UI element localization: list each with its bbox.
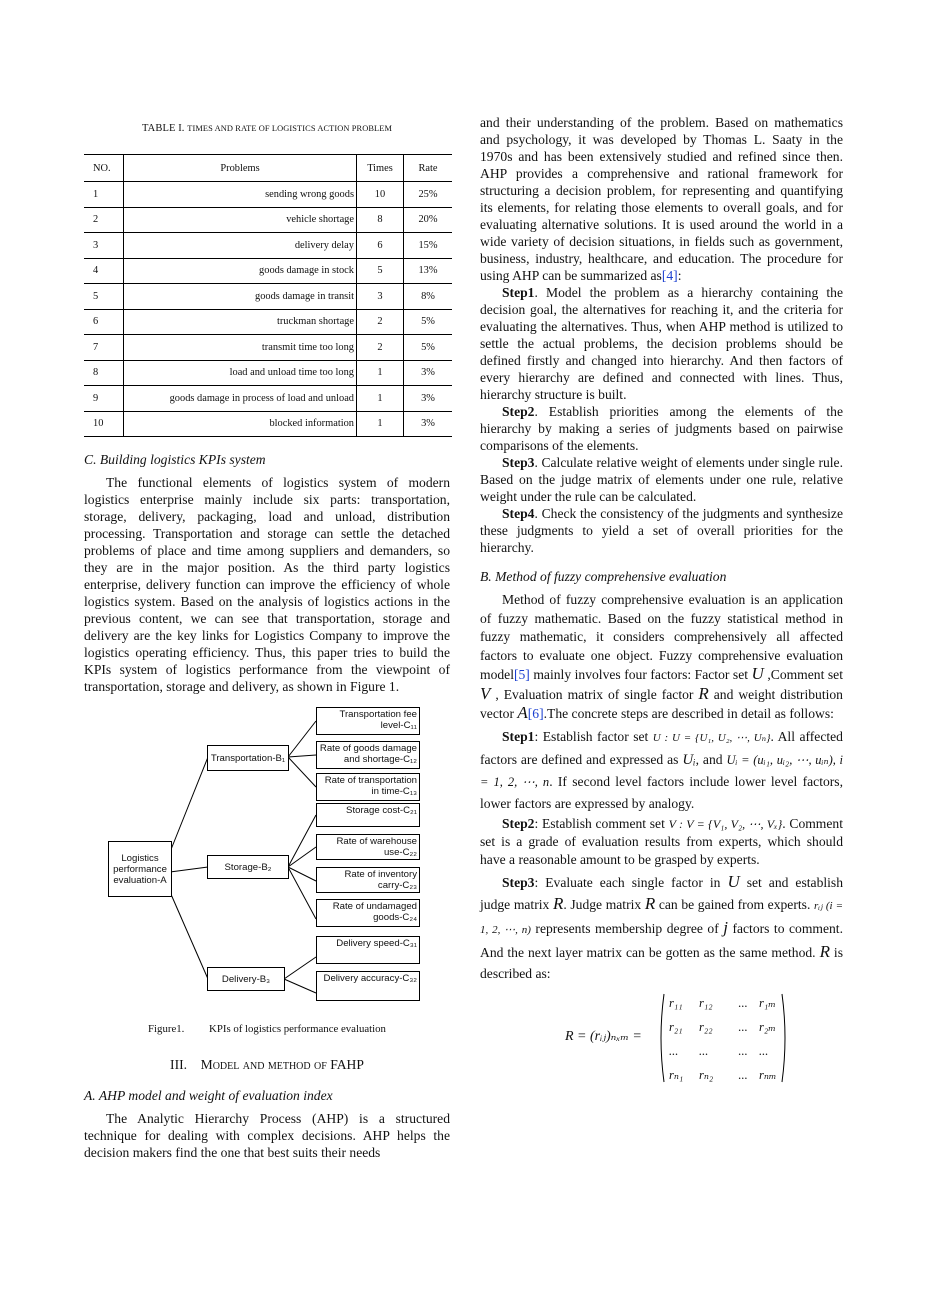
table-row [84,335,452,361]
fstep1-text-c: , and [695,751,727,767]
node-c32: Delivery accuracy-C₃₂ [316,971,420,1001]
symbol-j: j [723,917,728,937]
fstep1-text-a: : Establish factor set [534,728,653,744]
table-row [84,284,452,310]
node-delivery: Delivery-B₃ [207,967,285,991]
matrix-cell: rₙ₁ [669,1068,684,1082]
node-c22: Rate of warehouse use-C₂₂ [316,834,420,860]
judge-matrix [480,990,843,1090]
header-problems: Problems [124,155,357,182]
node-c11: Transportation fee level-C₁₁ [316,707,420,735]
section-c-title: C. Building logistics KPIs system [84,452,266,467]
symbol-V: V [480,683,491,703]
table-row [84,411,452,437]
cell-times: 5 [357,258,404,284]
fstep1-text-b: . All affected factors are defined and expressed as [480,728,843,767]
symbol-R: R [819,941,830,961]
step1-label: Step1 [502,285,535,300]
table-caption-prefix: TABLE I. [141,123,185,134]
table-row [84,207,452,233]
cell-rate: 25% [404,182,453,208]
fstep1-label: Step1 [502,728,535,744]
left-column [84,114,450,1161]
cell-times: 1 [357,411,404,437]
node-c21: Storage cost-C₂₁ [316,803,420,827]
matrix-cell: ... [738,996,748,1010]
fstep1-text-d: . If second level factors include lower level factors, lower factors are expressed by analogy. [480,773,843,811]
fuzzy-step3 [480,871,843,984]
fstep2-text-a: : Establish comment set [534,815,669,831]
b-text-2: mainly involves four factors: Factor set [529,667,752,682]
b-text-3: ,Comment set [763,667,843,682]
step3-text: . Calculate relative weight of elements under single rule. Based on the judge matrix of elements under one rule, relative weight under the rule can be calculated. [480,455,843,504]
fstep3-text-a: : Evaluate each single factor in [534,874,728,890]
header-rate: Rate [404,155,453,182]
matrix-cell: ... [738,1044,748,1058]
node-c13: Rate of transportation in time-C₁₃ [316,773,420,801]
b-text-1: Method of fuzzy comprehensive evaluation is an application of fuzzy mathematic. Based on the fuzzy statistical method in fuzzy mathematic, it considers comprehensively all affected factors to evaluate one object. Fuzzy comprehensive evaluation model [480,592,843,682]
cell-problem: goods damage in transit [124,284,357,310]
cell-times: 1 [357,386,404,412]
node-c23: Rate of inventory carry-C₂₃ [316,867,420,893]
fstep3-text-f: factors to comment. And the next layer matrix can be gotten as the same method. [480,920,843,960]
expr-ui: Uᵢ = (uᵢ₁, uᵢ₂, ⋯, uᵢₙ), i = 1, 2, ⋯, n [480,752,843,789]
paragraph-ahp-continued: and their understanding of the problem. Based on mathematics and psychology, it was developed by Thomas L. Saaty in the 1970s and has been extensively studied and refined since then. AHP provides a comprehensive and rational framework for structuring a decision problem, for representing and quantifying its elements, for relating those elements to overall goals, and for evaluating alternative solutions. It is used around the world in a wide variety of decision situations, in fields such as government, business, industry, healthcare, and education. The procedure for using AHP can be summarized as[4]: [480,115,843,283]
ahp-step4 [480,505,843,556]
matrix-row [668,1016,788,1040]
matrix-cell: ... [669,1044,679,1058]
cell-times: 2 [357,309,404,335]
cell-no: 5 [84,284,124,310]
node-transportation: Transportation-B₁ [207,745,289,771]
matrix-cell: rₙ₂ [699,1068,714,1082]
cell-problem: sending wrong goods [124,182,357,208]
fstep3-text-c: . Judge matrix [563,896,645,912]
figure-caption [84,1021,450,1038]
cell-rate: 3% [404,386,453,412]
cell-no: 10 [84,411,124,437]
matrix-cell: ... [759,1044,769,1058]
header-times: Times [357,155,404,182]
citation-6[interactable]: [6] [527,706,544,721]
right-column [480,114,843,1090]
cell-times: 8 [357,207,404,233]
step3-label: Step3 [502,455,535,470]
section-b-title: B. Method of fuzzy comprehensive evaluation [480,569,727,584]
b-text-6: .The concrete steps are described in detail as follows: [543,706,834,721]
cell-times: 2 [357,335,404,361]
symbol-U: U [727,871,740,891]
matrix-cell: r₁₁ [669,996,683,1010]
cell-no: 7 [84,335,124,361]
cell-rate: 13% [404,258,453,284]
paragraph-c: The functional elements of logistics system of modern logistics enterprise mainly include six parts: transportation, storage, delivery, packaging, load and unload, distribution processing. Transportation and storage can settle the detached problems of place and time among suppliers and demanders, so they are in the major position. As the third party logistics enterprise, delivery function can improve the efficiency of whole logistics system. Based on the analysis of logistics actions in the previous content, we can see that transportation, storage and delivery are the key links for Logistics Company to improve the logistics operating efficiency. Thus, this paper tries to build the KPIs system of logistics performance from the viewpoint of transportation, storage and delivery, as shown in Figure 1. [84,475,450,694]
matrix-body [668,992,788,1088]
cell-problem: transmit time too long [124,335,357,361]
table-row [84,182,452,208]
node-c12: Rate of goods damage and shortage-C₁₂ [316,741,420,769]
cell-problem: delivery delay [124,233,357,259]
expr-comment-set: V : V = {V₁, V₂, ⋯, Vₓ} [668,816,783,831]
b-text-5: and weight distribution vector [480,686,843,721]
cell-no: 3 [84,233,124,259]
cell-rate: 15% [404,233,453,259]
cell-no: 1 [84,182,124,208]
cell-no: 8 [84,360,124,386]
cell-times: 10 [357,182,404,208]
expr-rij: rᵢⱼ (i = 1, 2, ⋯, n) [480,899,843,936]
section-iii-title [84,1056,450,1073]
fstep3-text-e: represents membership degree of [530,920,724,936]
matrix-cell: r₁ₘ [759,996,776,1010]
cell-problem: load and unload time too long [124,360,357,386]
fstep2-label: Step2 [502,815,535,831]
cell-no: 2 [84,207,124,233]
cell-problem: truckman shortage [124,309,357,335]
fstep3-text-d: can be gained from experts. [655,896,814,912]
matrix-row [668,992,788,1016]
table-row [84,233,452,259]
matrix-cell: ... [699,1044,709,1058]
problem-table [84,154,452,437]
fstep3-text-g: is described as: [480,944,844,981]
ahp-step2 [480,403,843,454]
b-text-4: , Evaluation matrix of single factor [490,686,699,702]
citation-5[interactable]: [5] [513,667,530,682]
figure-caption-label: Figure1. [148,1023,185,1035]
cell-no: 9 [84,386,124,412]
figure-caption-text: KPIs of logistics performance evaluation [209,1023,386,1035]
table-row [84,386,452,412]
cell-problem: goods damage in stock [124,258,357,284]
matrix-cell: ... [738,1020,748,1034]
cell-rate: 8% [404,284,453,310]
symbol-U: U [751,664,764,683]
root-node: Logistics performance evaluation-A [108,841,172,897]
cell-no: 4 [84,258,124,284]
symbol-A: A [517,703,528,722]
node-storage: Storage-B₂ [207,855,289,879]
cell-times: 1 [357,360,404,386]
cell-problem: goods damage in process of load and unload [124,386,357,412]
cell-rate: 3% [404,411,453,437]
step1-text: . Model the problem as a hierarchy containing the decision goal, the alternatives for reaching it, and the criteria for evaluating the alternatives. Thus, when AHP method is utilized to settle the actual problems, the decision problems should be defined firstly and changed into hierarchy. And then factors of every hierarchy are defined and connected with lines. Thus, hierarchy structure is built. [480,285,843,402]
ahp-step3 [480,454,843,505]
fstep3-text-b: set and establish judge matrix [480,874,844,912]
table-row [84,309,452,335]
matrix-row [668,1064,788,1088]
matrix-cell: rₙₘ [759,1068,777,1082]
fuzzy-step2 [480,815,843,869]
cell-problem: vehicle shortage [124,207,357,233]
cell-problem: blocked information [124,411,357,437]
node-c31: Delivery speed-C₃₁ [316,936,420,964]
table-row [84,360,452,386]
paragraph-a: The Analytic Hierarchy Process (AHP) is a structured technique for dealing with complex decisions. AHP helps the decision makers find the one that best suits their needs [84,1111,450,1160]
figure-1 [84,707,450,1017]
symbol-R: R [552,893,564,913]
matrix-cell: r₂₁ [669,1020,683,1034]
cell-times: 6 [357,233,404,259]
cell-rate: 20% [404,207,453,233]
ahp-text: and their understanding of the problem. Based on mathematics and psychology, it was developed by Thomas L. Saaty in the 1970s and has been extensively studied and refined since then. AHP provides a comprehensive and rational framework for structuring a decision problem, for representing and quantifying its elements, for relating those elements to overall goals, and for evaluating alternative solutions. It is used around the world in a wide variety of decision situations, in fields such as government, business, industry, healthcare, and education. The procedure for using AHP can be summarized as [480,115,843,283]
symbol-Ui: Uᵢ [682,751,696,768]
table-row [84,258,452,284]
fuzzy-step1 [480,726,843,815]
step4-text: . Check the consistency of the judgments and synthesize these judgments to yield a set of overall priorities for the hierarchy. [480,506,843,555]
section-a-title: A. AHP model and weight of evaluation index [84,1088,333,1103]
matrix-cell: r₂₂ [699,1020,713,1034]
step2-text: . Establish priorities among the elements of the hierarchy by making a series of judgments based on pairwise comparisons of the elements. [480,404,843,453]
cell-rate: 5% [404,335,453,361]
symbol-R: R [644,893,656,913]
section-iii-name: Model and method of FAHP [200,1057,364,1072]
section-iii-number: III. [170,1057,188,1072]
step4-label: Step4 [502,506,535,521]
fstep2-text-b: . Comment set is a grade of evaluation results from experts, which should have a reasonable amount to be grasped by experts. [480,815,843,867]
symbol-R: R [698,683,709,703]
fstep3-label: Step3 [502,874,535,890]
header-no: NO. [84,155,124,182]
paragraph-b [480,591,843,724]
citation-4[interactable]: [4] [661,268,678,283]
table-caption-title: TIMES AND RATE OF LOGISTICS ACTION PROBLEM [187,124,393,133]
matrix-cell: ... [738,1068,748,1082]
expr-factor-set: U : U = {U₁, U₂, ⋯, Uₙ} [652,731,771,744]
step2-label: Step2 [502,404,535,419]
table-header-row [84,155,452,182]
cell-rate: 5% [404,309,453,335]
matrix-lhs: R = (rᵢⱼ)ₙₓₘ = [565,1028,642,1044]
matrix-cell: r₂ₘ [759,1020,776,1034]
cell-no: 6 [84,309,124,335]
cell-times: 3 [357,284,404,310]
table-caption [84,120,450,137]
node-c24: Rate of undamaged goods-C₂₄ [316,899,420,927]
cell-rate: 3% [404,360,453,386]
ahp-step1 [480,284,843,403]
matrix-row [668,1040,788,1064]
matrix-cell: r₁₂ [699,996,713,1010]
